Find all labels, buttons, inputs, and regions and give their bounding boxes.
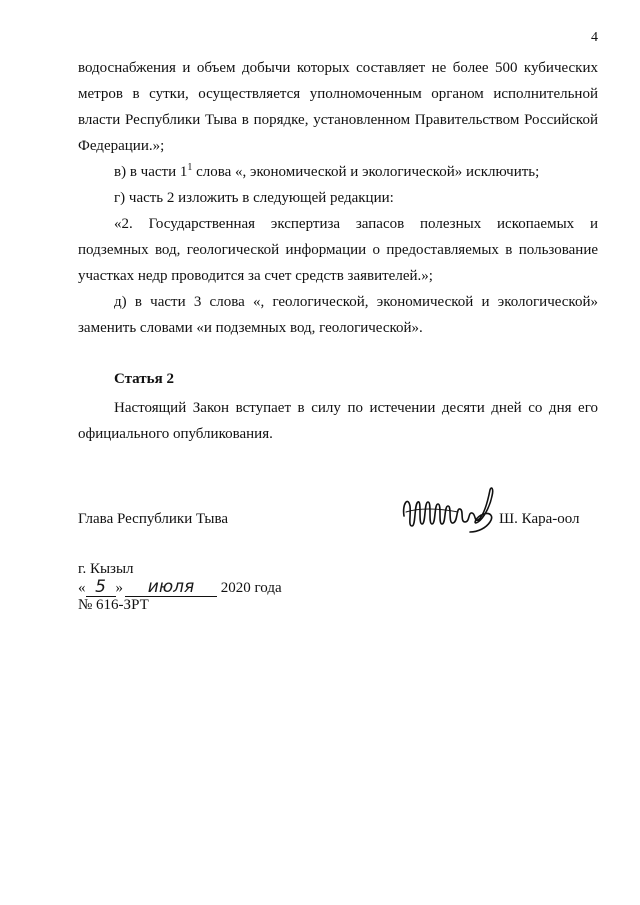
paragraph-item-d: д) в части 3 слова «, геологической, экономической и экологической» заменить словами «и подземных вод, геологической». [78, 294, 598, 336]
date-open-quote: « [78, 580, 86, 596]
paragraph-continuation: водоснабжения и объем добычи которых составляет не более 500 кубических метров в сутки, осуществляется уполномоченным органом исполнительной власти Республики Тыва в порядке, установленном Правительством Российской Федерации.»; [78, 60, 598, 154]
item-v-superscript: 1 [187, 162, 193, 173]
paragraph-quoted-part-2: «2. Государственная экспертиза запасов полезных ископаемых и подземных вод, геологической информации о предоставляемых в пользование участках недр проводится за счет средств заявителей.»; [78, 216, 598, 284]
date-day-handwritten: 5 [86, 579, 116, 597]
main-text [78, 55, 598, 341]
date-year: 2020 года [220, 580, 282, 596]
signatory-title: Глава Республики Тыва [78, 511, 229, 527]
date-close-quote: » [115, 580, 123, 596]
signing-date [78, 579, 282, 597]
item-v-text-start: в) в части 1 [114, 164, 188, 180]
paragraph-item-g: г) часть 2 изложить в следующей редакции: [114, 190, 394, 206]
item-v-text-end: слова «, экономической и экологической» исключить; [192, 164, 540, 180]
page-number: 4 [591, 30, 598, 45]
article-2-heading: Статья 2 [114, 371, 174, 387]
article-2-body [78, 395, 598, 447]
date-month-handwritten: июля [125, 579, 217, 597]
signatory-name: Ш. Кара-оол [499, 511, 580, 527]
article-2-text: Настоящий Закон вступает в силу по истечении десяти дней со дня его официального опубликования. [78, 400, 598, 442]
paragraph-item-v [78, 159, 598, 185]
law-number: № 616-ЗРТ [78, 597, 149, 613]
place-of-signing: г. Кызыл [78, 561, 134, 577]
handwritten-signature [398, 482, 502, 540]
